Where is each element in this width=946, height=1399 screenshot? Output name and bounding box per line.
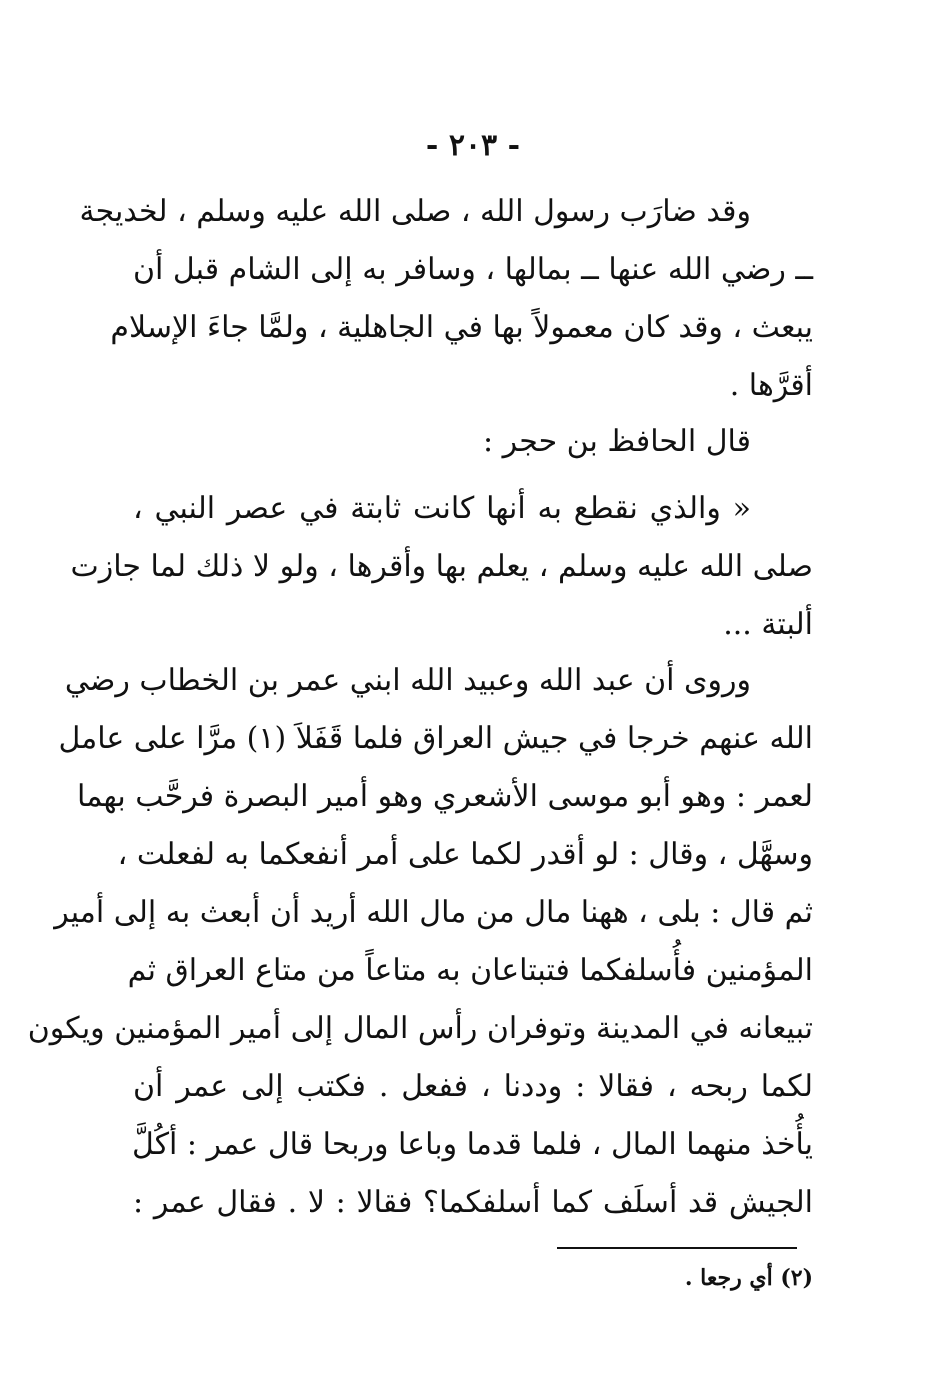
text-line: قال الحافظ بن حجر : xyxy=(483,424,751,459)
paragraph-2 xyxy=(133,413,813,471)
text-line: لكما ربحه ، فقالا : وددنا ، ففعل . فكتب إلى عمر أن xyxy=(133,1069,813,1104)
footnote-divider xyxy=(557,1247,797,1249)
text-line: أقرَّها . xyxy=(729,368,813,403)
text-line: وقد ضارَب رسول الله ، صلى الله عليه وسلم ، لخديجة xyxy=(79,194,751,229)
text-line: « والذي نقطع به أنها كانت ثابتة في عصر النبي ، xyxy=(133,491,751,526)
text-line: يبعث ، وقد كان معمولاً بها في الجاهلية ، ولمَّا جاءَ الإسلام xyxy=(110,310,813,345)
paragraph-1 xyxy=(79,183,813,415)
paragraph-4 xyxy=(27,652,813,1232)
text-line: يأُخذ منهما المال ، فلما قدما وباعا وربحا قال عمر : أكُلَّ xyxy=(132,1127,813,1162)
text-line: وروى أن عبد الله وعبيد الله ابني عمر بن الخطاب رضي xyxy=(64,663,751,698)
text-line: الجيش قد أسلَف كما أسلفكما؟ فقالا : لا . فقال عمر : xyxy=(133,1185,813,1220)
text-line: تبيعانه في المدينة وتوفران رأس المال إلى أمير المؤمنين ويكون xyxy=(27,1011,813,1046)
text-line: ألبتة ... xyxy=(723,607,813,642)
quotation-paragraph xyxy=(70,480,813,654)
text-line: وسهَّل ، وقال : لو أقدر لكما على أمر أنفعكما به لفعلت ، xyxy=(117,837,813,872)
page-number: - ٢٠٣ - xyxy=(425,128,521,163)
text-line: ــ رضي الله عنها ــ بمالها ، وسافر به إلى الشام قبل أن xyxy=(133,252,813,287)
text-line: المؤمنين فأُسلفكما فتبتاعان به متاعاً من متاع العراق ثم xyxy=(127,953,813,988)
footnote: (٢) أي رجعا . xyxy=(684,1265,813,1291)
text-line: صلى الله عليه وسلم ، يعلم بها وأقرها ، ولو لا ذلك لما جازت xyxy=(70,549,813,584)
text-line: لعمر : وهو أبو موسى الأشعري وهو أمير البصرة فرحَّب بهما xyxy=(77,779,813,814)
text-line: ثم قال : بلى ، ههنا مال من مال الله أريد أن أبعث به إلى أمير xyxy=(54,895,813,930)
text-line: الله عنهم خرجا في جيش العراق فلما قَفَلاَ (١) مرَّا على عامل xyxy=(58,721,813,756)
